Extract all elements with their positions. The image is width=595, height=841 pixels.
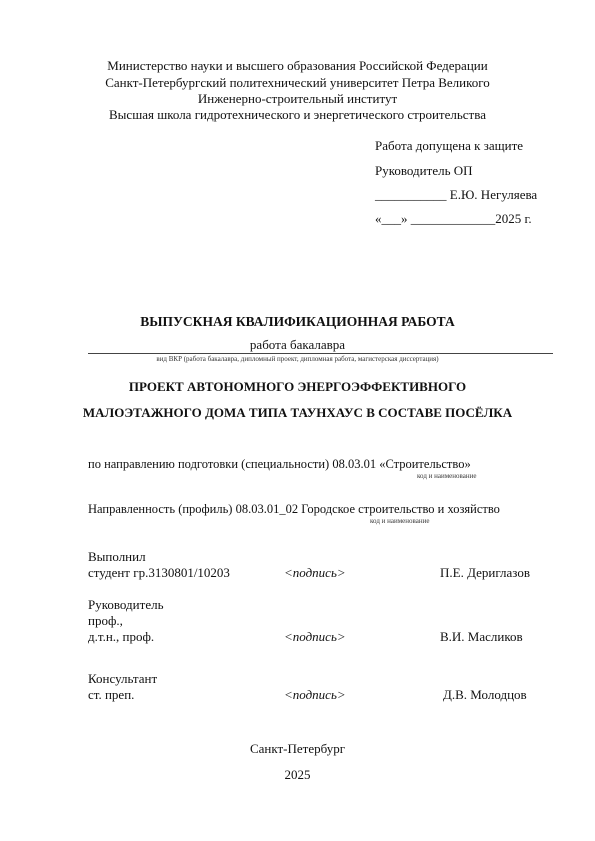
supervisor-title: проф., bbox=[88, 613, 123, 628]
approval-head: Руководитель ОП bbox=[375, 163, 473, 178]
consultant-name: Д.В. Молодцов bbox=[443, 687, 527, 702]
student-signature: <подпись> bbox=[284, 565, 346, 580]
footer-year: 2025 bbox=[284, 767, 311, 782]
consultant-role: Консультант bbox=[88, 671, 158, 686]
work-type-caption: вид ВКР (работа бакалавра, дипломный проект, дипломная работа, магистерская диссертация) bbox=[156, 355, 439, 363]
supervisor-signature: <подпись> bbox=[284, 629, 346, 644]
student-group: студент гр.3130801/10203 bbox=[88, 565, 230, 580]
direction-text: по направлению подготовки (специальности) 08.03.01 «Строительство» bbox=[88, 457, 471, 471]
title-line-2: МАЛОЭТАЖНОГО ДОМА ТИПА ТАУНХАУС В СОСТАВЕ ПОСЁЛКА bbox=[82, 405, 513, 420]
profile-text: Направленность (профиль) 08.03.01_02 Городское строительство и хозяйство bbox=[88, 502, 500, 516]
supervisor-role: Руководитель bbox=[88, 597, 164, 612]
title-line-1: ПРОЕКТ АВТОНОМНОГО ЭНЕРГОЭФФЕКТИВНОГО bbox=[128, 379, 467, 394]
institute-name: Инженерно-строительный институт bbox=[197, 91, 398, 106]
direction-caption: код и наименование bbox=[417, 472, 477, 480]
consultant-title: ст. преп. bbox=[88, 687, 135, 702]
approval-signature-line: ___________ Е.Ю. Негуляева bbox=[375, 187, 538, 202]
school-name: Высшая школа гидротехнического и энергетического строительства bbox=[109, 107, 486, 122]
supervisor-degree: д.т.н., проф. bbox=[88, 629, 155, 644]
work-type: работа бакалавра bbox=[249, 337, 346, 352]
footer-city: Санкт-Петербург bbox=[249, 741, 346, 756]
consultant-signature: <подпись> bbox=[284, 687, 346, 702]
work-type-underline bbox=[88, 353, 553, 354]
ministry-name: Министерство науки и высшего образования Российской Федерации bbox=[107, 58, 488, 73]
university-name: Санкт-Петербургский политехнический университет Петра Великого bbox=[105, 75, 490, 90]
approval-admitted: Работа допущена к защите bbox=[375, 138, 524, 153]
student-role: Выполнил bbox=[88, 549, 146, 564]
profile-caption: код и наименование bbox=[370, 517, 430, 525]
approval-date-line: «___» _____________2025 г. bbox=[375, 211, 532, 226]
supervisor-name: В.И. Масликов bbox=[440, 629, 523, 644]
work-heading: ВЫПУСКНАЯ КВАЛИФИКАЦИОННАЯ РАБОТА bbox=[140, 314, 455, 329]
student-name: П.Е. Дериглазов bbox=[440, 565, 530, 580]
